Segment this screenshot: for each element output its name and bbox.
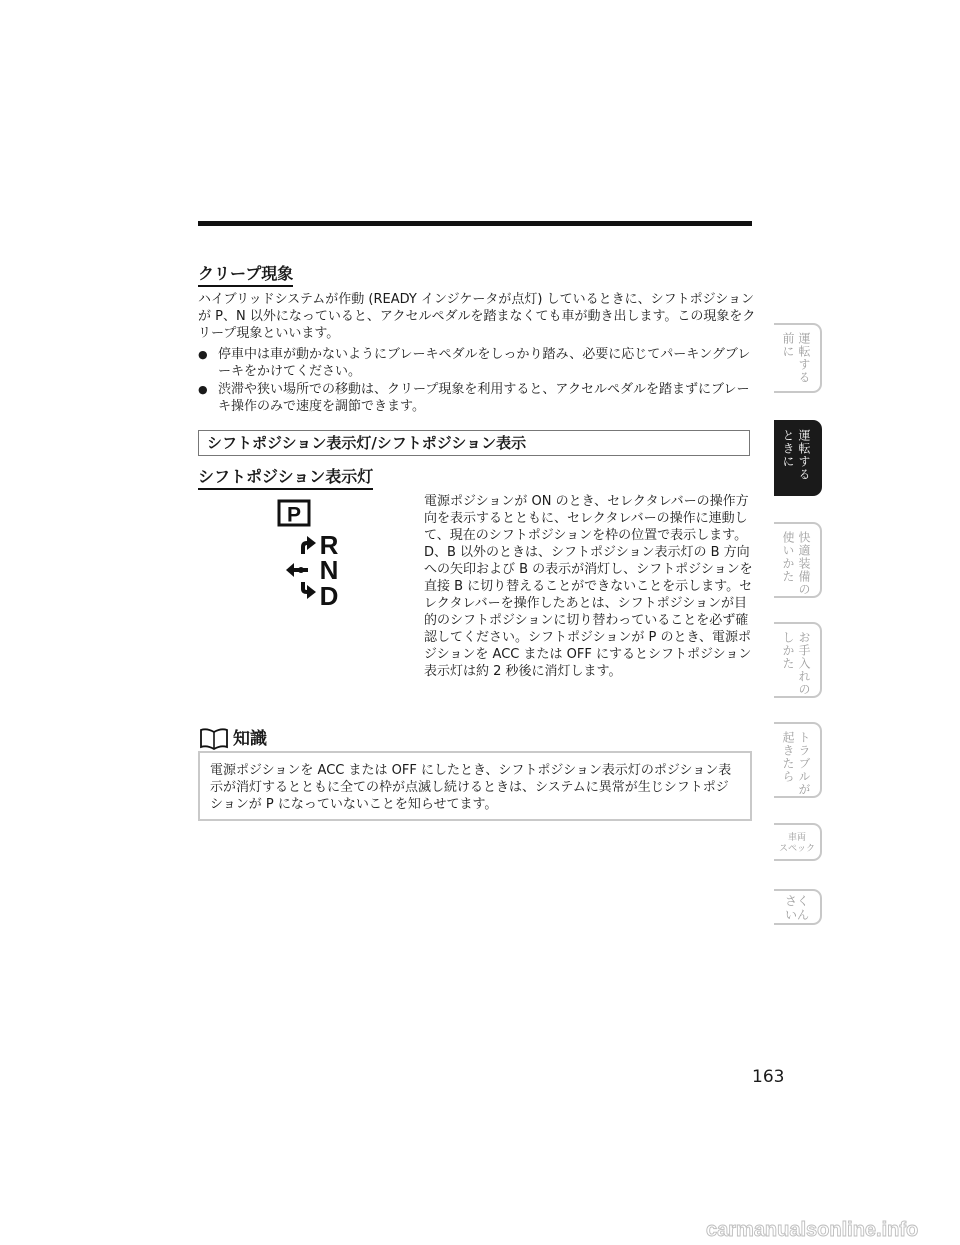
r-position-label: R	[319, 530, 339, 560]
section-title-box: シフトポジション表示灯/シフトポジション表示	[198, 430, 750, 456]
bullet-icon: ●	[198, 348, 208, 361]
p-position-label: P	[286, 503, 302, 527]
svg-text:carmanualsonline.info: carmanualsonline.info	[706, 1219, 919, 1241]
tab-label-line2: 起きたら	[781, 731, 795, 783]
tab-label-line1: トラブルが	[797, 731, 811, 796]
arrow-up-icon	[307, 536, 316, 550]
creep-intro-text: ハイブリッドシステムが作動 (READY インジケータが点灯) しているときに、シフトポジションが P、N 以外になっていると、アクセルペダルを踏まなくても車が動き出します。この現象をクリープ現象といいます。	[198, 292, 756, 341]
tab-maintenance[interactable]	[774, 622, 822, 698]
book-icon	[198, 728, 230, 750]
n-position-label: N	[319, 555, 339, 585]
creep-bullet	[198, 346, 758, 380]
tab-label-line1: お手入れの	[797, 631, 811, 696]
shift-indicator-figure	[276, 498, 356, 613]
tab-label-line2: スペック	[778, 844, 815, 854]
tab-label-line1: 運転する	[797, 332, 811, 384]
watermark-logo	[704, 1218, 954, 1242]
creep-heading: クリープ現象	[198, 264, 293, 287]
tab-label-line2: いん	[784, 908, 809, 922]
tab-index[interactable]	[774, 889, 822, 925]
tab-label-line1: 車両	[787, 833, 806, 843]
tab-label-line1: 快適装備の	[797, 531, 811, 596]
shift-lamp-description: 電源ポジションが ON のとき、セレクタレバーの操作方向を表示するとともに、セレクタレバーの操作に連動して、現在のシフトポジションを枠の位置で表示します。D、B 以外のときは、シフトポジション表示灯の B 方向への矢印および B の表示が消灯し、シフトポジションを直接 B に切り替えることができないことを示します。セレクタレバーを操作したあとは、シフトポジションが目的のシフトポジションに切り替わっていることを必ず確認してください。シフトポジションが P のとき、電源ポジションを ACC または OFF にするとシフトポジション表示灯は約 2 秒後に消灯します。	[424, 494, 753, 679]
arrow-down-icon	[307, 585, 316, 599]
arrow-left-icon	[286, 563, 294, 577]
creep-bullet	[198, 381, 758, 415]
tab-before-driving[interactable]	[774, 323, 822, 393]
top-rule	[198, 221, 752, 226]
page-number: 163	[752, 1067, 785, 1087]
d-position-label: D	[319, 581, 339, 611]
tab-label-line2: しかた	[781, 631, 795, 670]
junction-dot	[298, 567, 304, 573]
tab-troubleshooting[interactable]	[774, 722, 822, 798]
tab-label-line2: ときに	[781, 429, 795, 468]
creep-bullet-text: 停車中は車が動かないようにブレーキペダルをしっかり踏み、必要に応じてパーキングブレーキをかけてください。	[218, 347, 751, 379]
tab-label-line1: さく	[784, 894, 809, 908]
knowledge-text: 電源ポジションを ACC または OFF にしたとき、シフトポジション表示灯のポジション表示が消灯するとともに全ての枠が点滅し続けるときは、システムに異常が生じシフトポジションが P になっていないことを知らせてます。	[210, 763, 732, 812]
tab-while-driving[interactable]	[774, 420, 822, 496]
tab-specifications[interactable]	[774, 823, 822, 861]
bullet-icon: ●	[198, 383, 208, 396]
knowledge-label: 知識	[233, 729, 267, 749]
tab-label-line1: 運転する	[797, 429, 811, 481]
tab-comfort-features[interactable]	[774, 522, 822, 598]
knowledge-box	[198, 751, 752, 821]
tab-label-line2: 前に	[781, 332, 795, 358]
tab-label-line2: 使いかた	[781, 531, 795, 583]
creep-bullet-text: 渋滞や狭い場所での移動は、クリープ現象を利用すると、アクセルペダルを踏まずにブレーキ操作のみで速度を調節できます。	[218, 382, 750, 414]
shift-lamp-heading: シフトポジション表示灯	[198, 467, 373, 490]
